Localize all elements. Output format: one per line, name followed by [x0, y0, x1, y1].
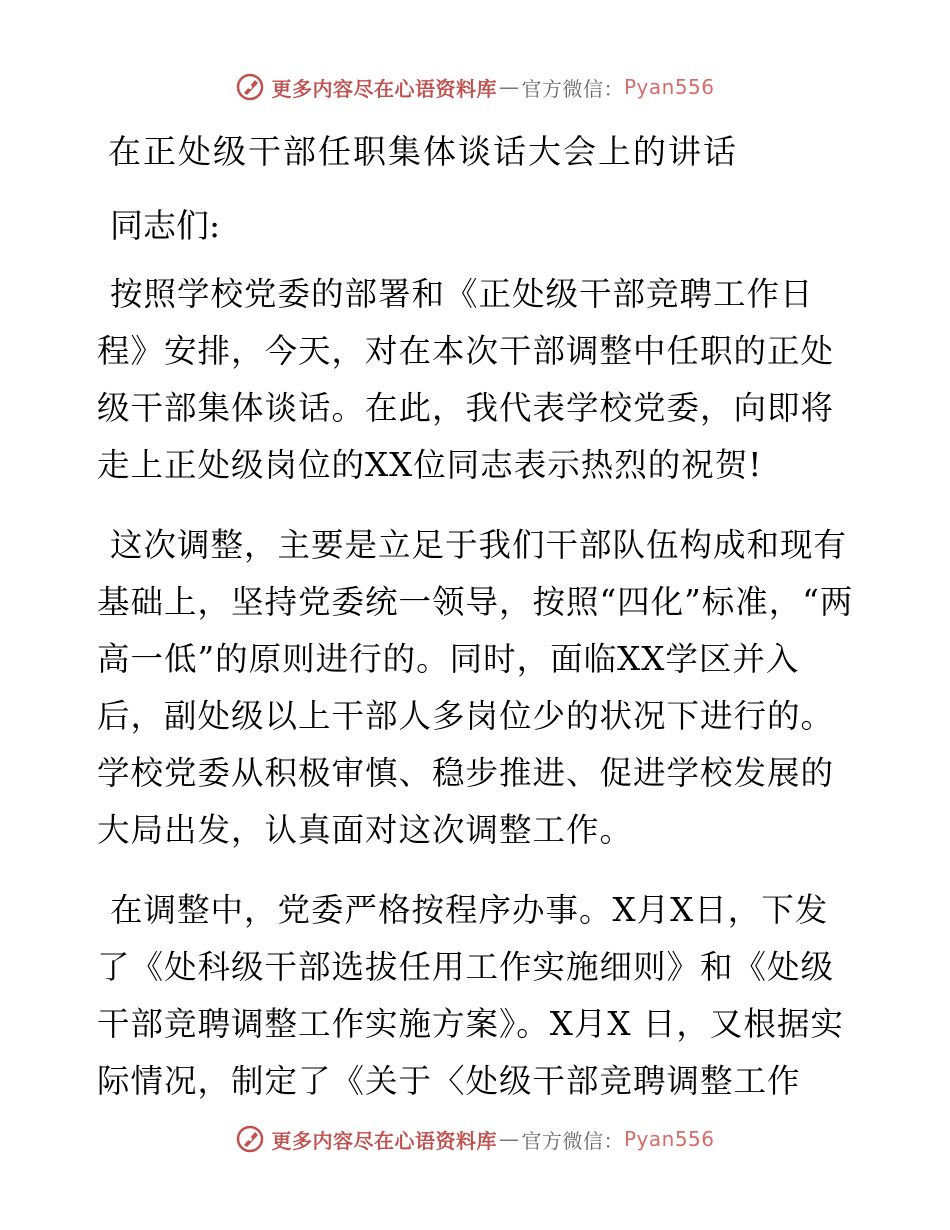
footer-watermark: [0, 1124, 950, 1154]
page-title: 在正处级干部任职集体谈话大会上的讲话: [108, 132, 738, 171]
paragraph-2: 这次调整，主要是立足于我们干部队伍构成和现有基础上，坚持党委统一领导，按照“四化”标准，“两高一低”的原则进行的。同时，面临XX学区并入后，副处级以上干部人多岗位少的状况下进行的。学校党委从积极审慎、稳步推进、促进学校发展的大局出发，认真面对这次调整工作。: [97, 526, 854, 849]
watermark-wechat-id: Pyan556: [623, 75, 715, 99]
watermark-wechat-id: Pyan556: [623, 1127, 715, 1151]
watermark-brand: 更多内容尽在心语资料库: [271, 1128, 497, 1153]
pen-circle-logo-icon: [235, 1124, 265, 1154]
header-watermark: [0, 72, 950, 102]
watermark-label: 官方微信：: [521, 1128, 624, 1153]
watermark-label: 官方微信：: [521, 76, 624, 101]
watermark-brand: 更多内容尽在心语资料库: [271, 76, 497, 101]
pen-circle-logo-icon: [235, 72, 265, 102]
paragraph-1: 按照学校党委的部署和《正处级干部竞聘工作日程》安排，今天，对在本次干部调整中任职的正处级干部集体谈话。在此，我代表学校党委，向即将走上正处级岗位的XX位同志表示热烈的祝贺!: [97, 275, 835, 484]
watermark-dash: —: [498, 75, 520, 99]
paragraph-3: 在调整中，党委严格按程序办事。X月X日，下发了《处科级干部选拔任用工作实施细则》和《处级干部竞聘调整工作实施方案》。X月X 日，又根据实际情况，制定了《关于〈处级干部竞聘调整工作: [97, 891, 844, 1100]
salutation: 同志们:: [110, 206, 221, 245]
watermark-dash: —: [498, 1127, 520, 1151]
